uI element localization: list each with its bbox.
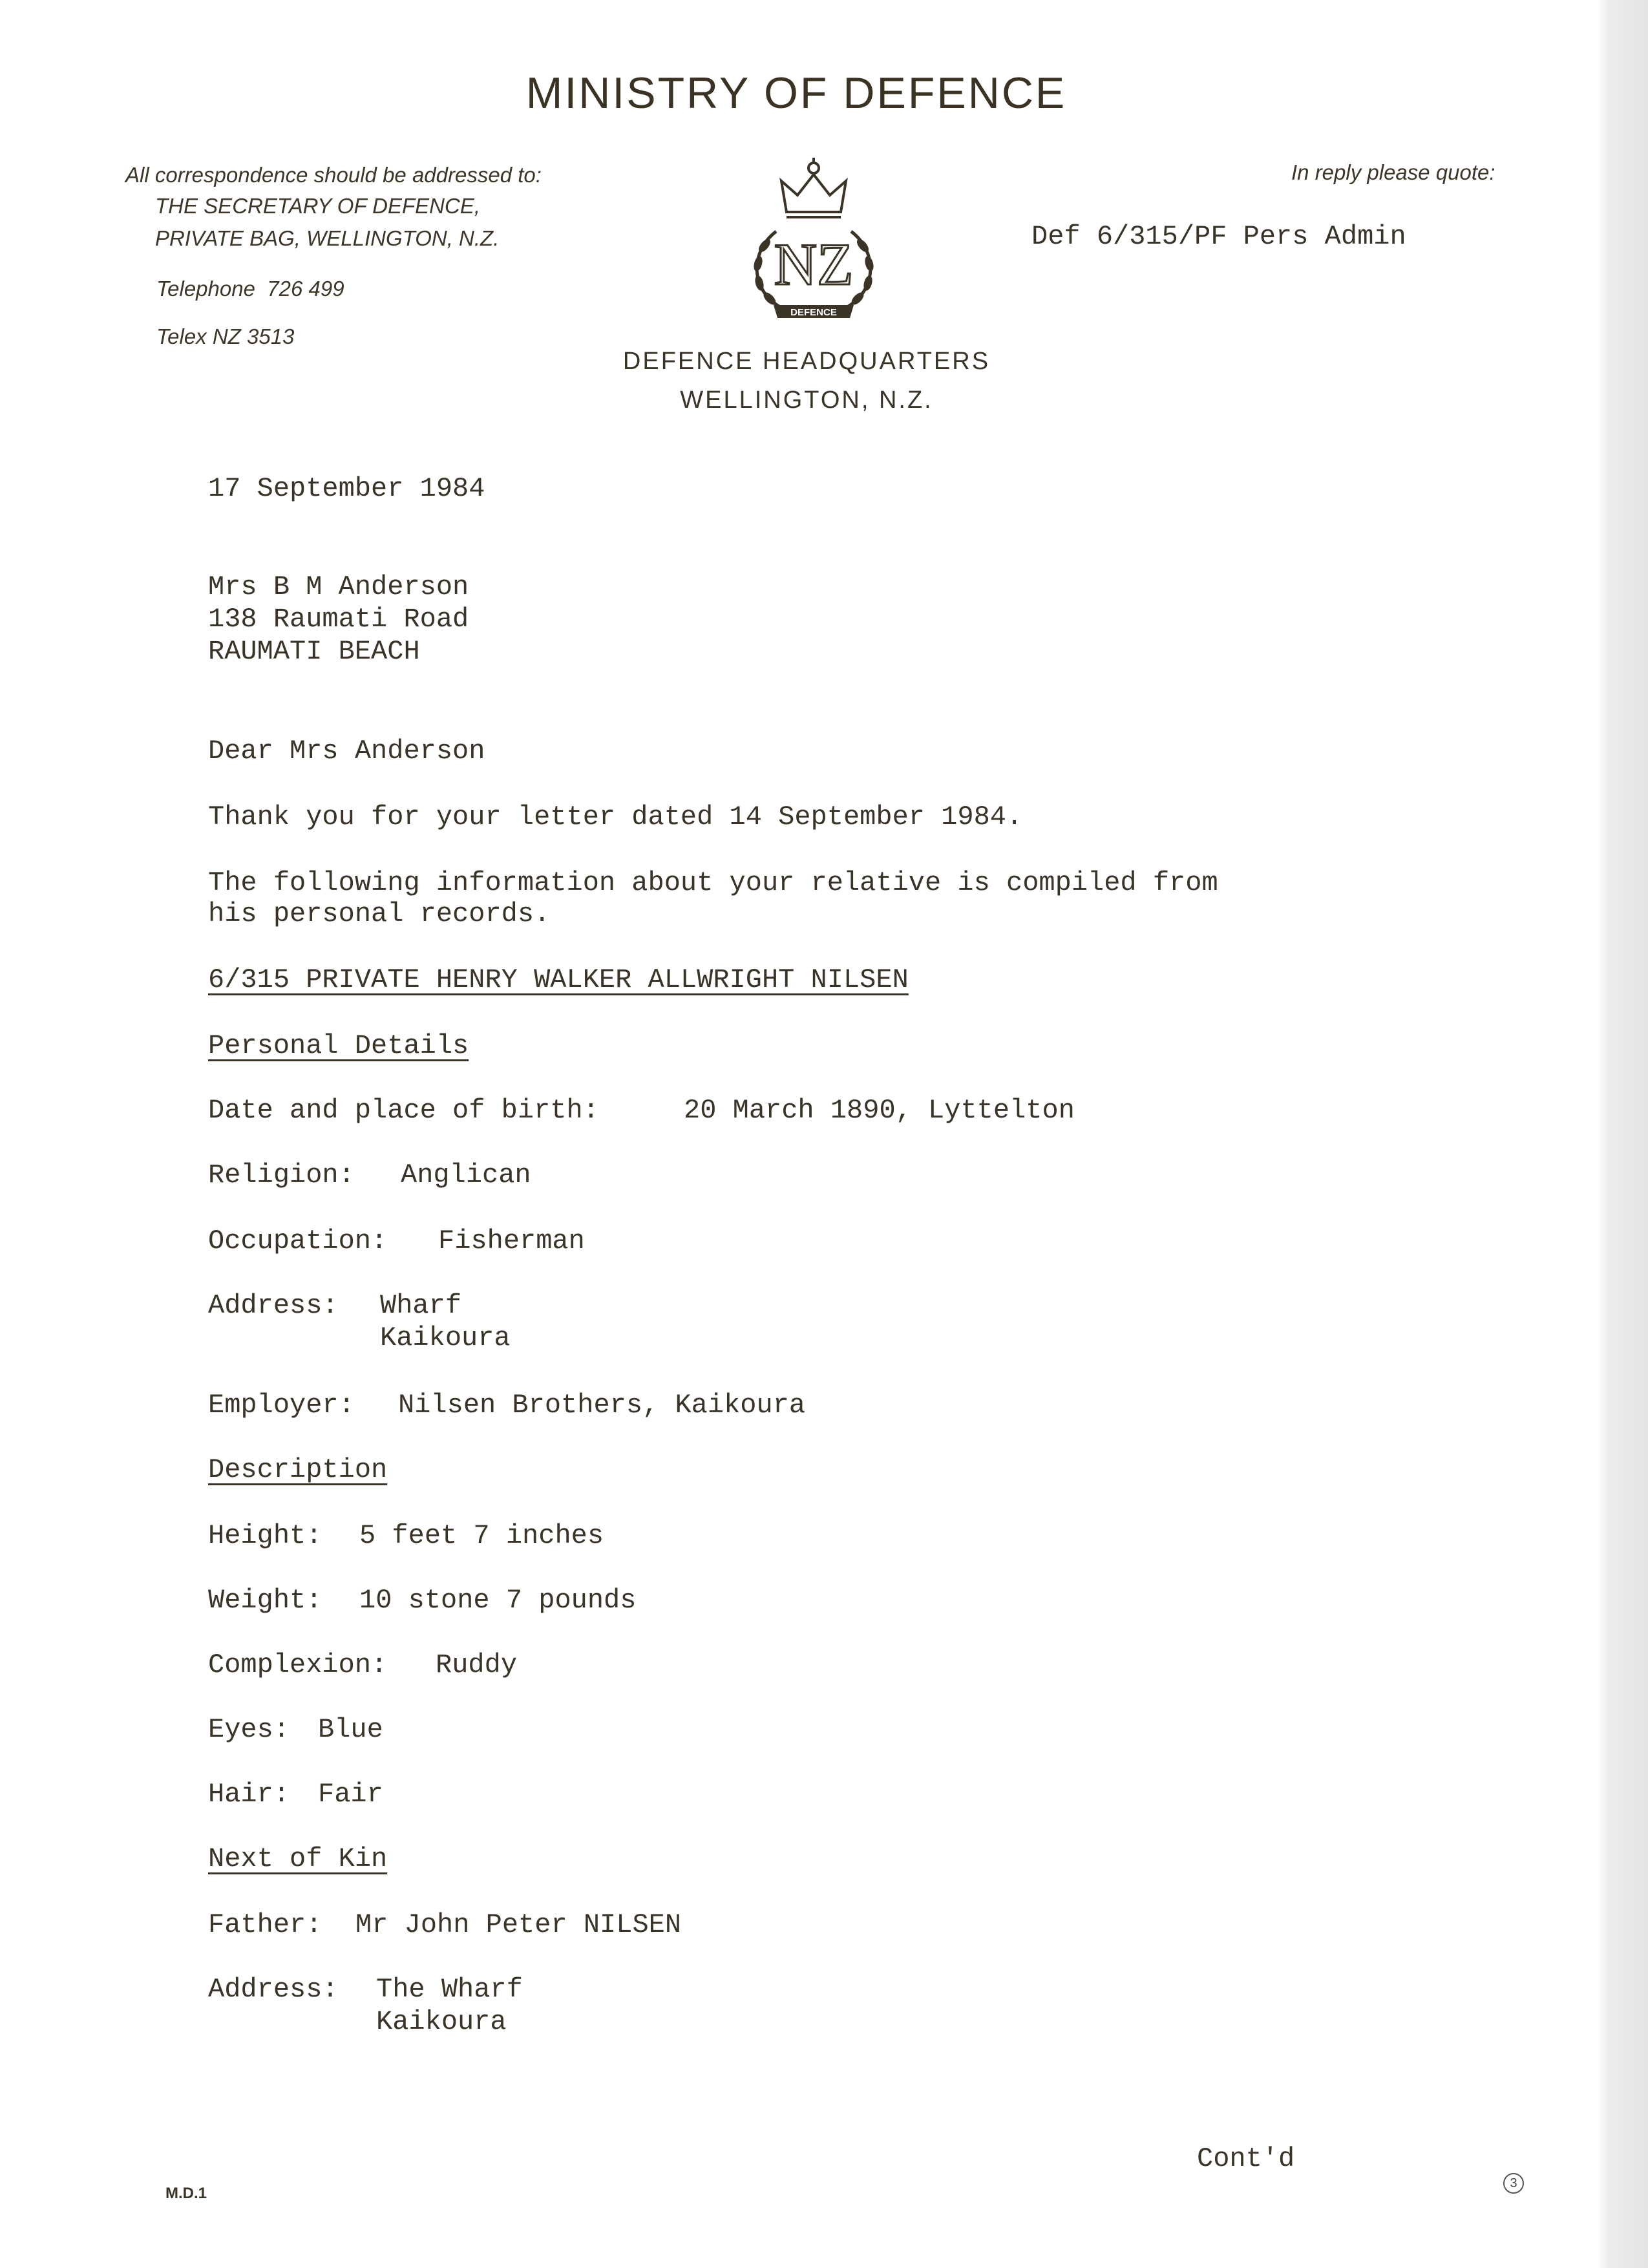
occupation-value: Fisherman (438, 1225, 585, 1256)
telephone: Telephone 726 499 (156, 277, 344, 301)
kin-address-label: Address: (208, 1974, 339, 2005)
employer-value: Nilsen Brothers, Kaikoura (398, 1390, 806, 1421)
paragraph-2-line-2: his personal records. (208, 898, 551, 929)
recipient-street: 138 Raumati Road (208, 604, 469, 635)
address-value-1: Wharf (380, 1290, 462, 1321)
employer-label: Employer: (208, 1390, 355, 1421)
subject-line: 6/315 PRIVATE HENRY WALKER ALLWRIGHT NILSEN (208, 964, 909, 995)
hq-line-1: DEFENCE HEADQUARTERS (622, 348, 991, 375)
crest-letters: NZ (774, 231, 854, 297)
eyes-value: Blue (318, 1714, 383, 1745)
birth-value: 20 March 1890, Lyttelton (684, 1095, 1075, 1126)
next-of-kin-heading: Next of Kin (208, 1843, 388, 1874)
recipient-name: Mrs B M Anderson (208, 571, 469, 602)
page-edge-shadow (1598, 0, 1648, 2268)
page-number: 3 (1503, 2173, 1524, 2194)
height-label: Height: (208, 1520, 322, 1551)
reply-note: In reply please quote: (1291, 160, 1495, 184)
letter-date: 17 September 1984 (208, 473, 485, 504)
father-value: Mr John Peter NILSEN (355, 1909, 682, 1940)
address-line-2: PRIVATE BAG, WELLINGTON, N.Z. (155, 226, 500, 250)
hq-line-2: WELLINGTON, N.Z. (680, 387, 933, 414)
kin-address-value-2: Kaikoura (376, 2006, 507, 2037)
form-code: M.D.1 (165, 2185, 207, 2202)
birth-label: Date and place of birth: (208, 1095, 599, 1126)
address-note: All correspondence should be addressed to: (125, 163, 542, 187)
weight-label: Weight: (208, 1585, 322, 1616)
religion-label: Religion: (208, 1160, 355, 1191)
occupation-label: Occupation: (208, 1225, 388, 1256)
complexion-value: Ruddy (436, 1649, 518, 1680)
kin-address-value-1: The Wharf (376, 1974, 523, 2005)
weight-value: 10 stone 7 pounds (359, 1585, 637, 1616)
eyes-label: Eyes: (208, 1714, 290, 1745)
father-label: Father: (208, 1909, 322, 1940)
description-heading: Description (208, 1454, 388, 1485)
address-label: Address: (208, 1290, 339, 1321)
telex: Telex NZ 3513 (156, 324, 295, 348)
paragraph-1: Thank you for your letter dated 14 September 1984. (208, 801, 1023, 832)
continued-note: Cont'd (1197, 2143, 1295, 2174)
reference-number: Def 6/315/PF Pers Admin (1031, 221, 1406, 252)
crest-banner: DEFENCE (790, 307, 837, 318)
paragraph-2-line-1: The following information about your relative is compiled from (208, 867, 1218, 898)
recipient-town: RAUMATI BEACH (208, 636, 420, 667)
religion-value: Anglican (401, 1160, 531, 1191)
ministry-title: MINISTRY OF DEFENCE (525, 69, 1067, 118)
hair-label: Hair: (208, 1779, 290, 1810)
personal-details-heading: Personal Details (208, 1030, 469, 1061)
complexion-label: Complexion: (208, 1649, 388, 1680)
nz-defence-crest-icon (730, 143, 885, 318)
salutation: Dear Mrs Anderson (208, 736, 485, 767)
address-line-1: THE SECRETARY OF DEFENCE, (155, 194, 481, 218)
hair-value: Fair (318, 1779, 383, 1810)
height-value: 5 feet 7 inches (359, 1520, 604, 1551)
address-value-2: Kaikoura (380, 1322, 511, 1353)
